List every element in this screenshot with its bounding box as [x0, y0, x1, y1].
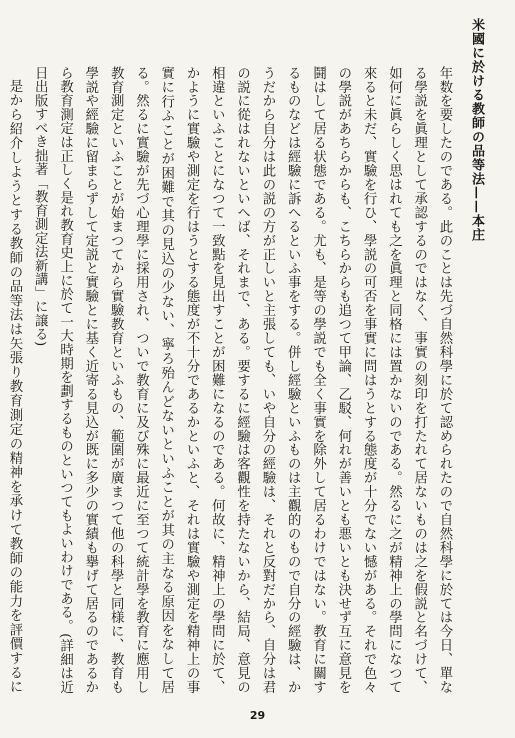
paragraph: 是から紹介しようとする教師の品等法は矢張り教育測定の精神を承けて教師の能力を評價するに	[6, 79, 22, 694]
page-number: 29	[249, 709, 266, 722]
paragraph: 年数を要したのである。此のことは先づ自然科學に於て認められたので自然科學に於ては今日、單なる學説を眞理として承認するのではなく、事實の刻印を打たれて居ないものは之を假説と名づけて、如何に眞らしく思はれても之を眞理と同格には置かないのである。然るに之が精神上の學問になつて來ると未だ、實驗を行ひ、學説の可否を事實に問はうとする態度が十分でない憾がある。それで色々の學説があちらからも、こちらからも追つて甲論、乙駁、何れが善いとも悪いとも決せず互に意見を鬪はして居る状態である。尤も、是等の學説でも全く事實を除外して居るわけではない。教育に關するものなどは經驗に訴へるといふ事をする。併し經驗といふものは主觀的のもので自分の經驗は、かうだから自分は此の説の方が正しいと主張しても、いや自分の經驗は、それと反對だから、自分は君の説に從はれないといへば、それまで、ある。要するに經驗は客觀性を持たないから、結局、意見の相違といふことになつて一致點を見出すことが困難になるのである。何故に、精神上の學問に於て、かように實驗や測定を行はうとする態度が不十分であるかといふと、それは實驗や測定を精神上の事實に行ふことが困難で其の見込の少ない、寧ろ殆んどないといふことが其の主なる原因をなして居る。然るに實驗が先づ心理學に採用され、ついで教育に及び殊に最近に至つて統計學を教育に應用し教育測定といふことが始まつてから實驗教育といふもの、範圍が廣まつて他の科學と同様に、教育も學説や經驗に留まらずして定説と實驗とに基く近寄る見込が既に多少の實績も擧げて居るのであるから教育測定は正しく是れ教育史上に於て一大時期を劃するものといつてもよいわけである。(詳細は近日出版すべき拙著「教育測定法新講」に譲る)	[32, 66, 452, 694]
body-text	[6, 66, 457, 694]
running-header: 米國に於ける教師の品等法——本庄	[469, 18, 484, 242]
